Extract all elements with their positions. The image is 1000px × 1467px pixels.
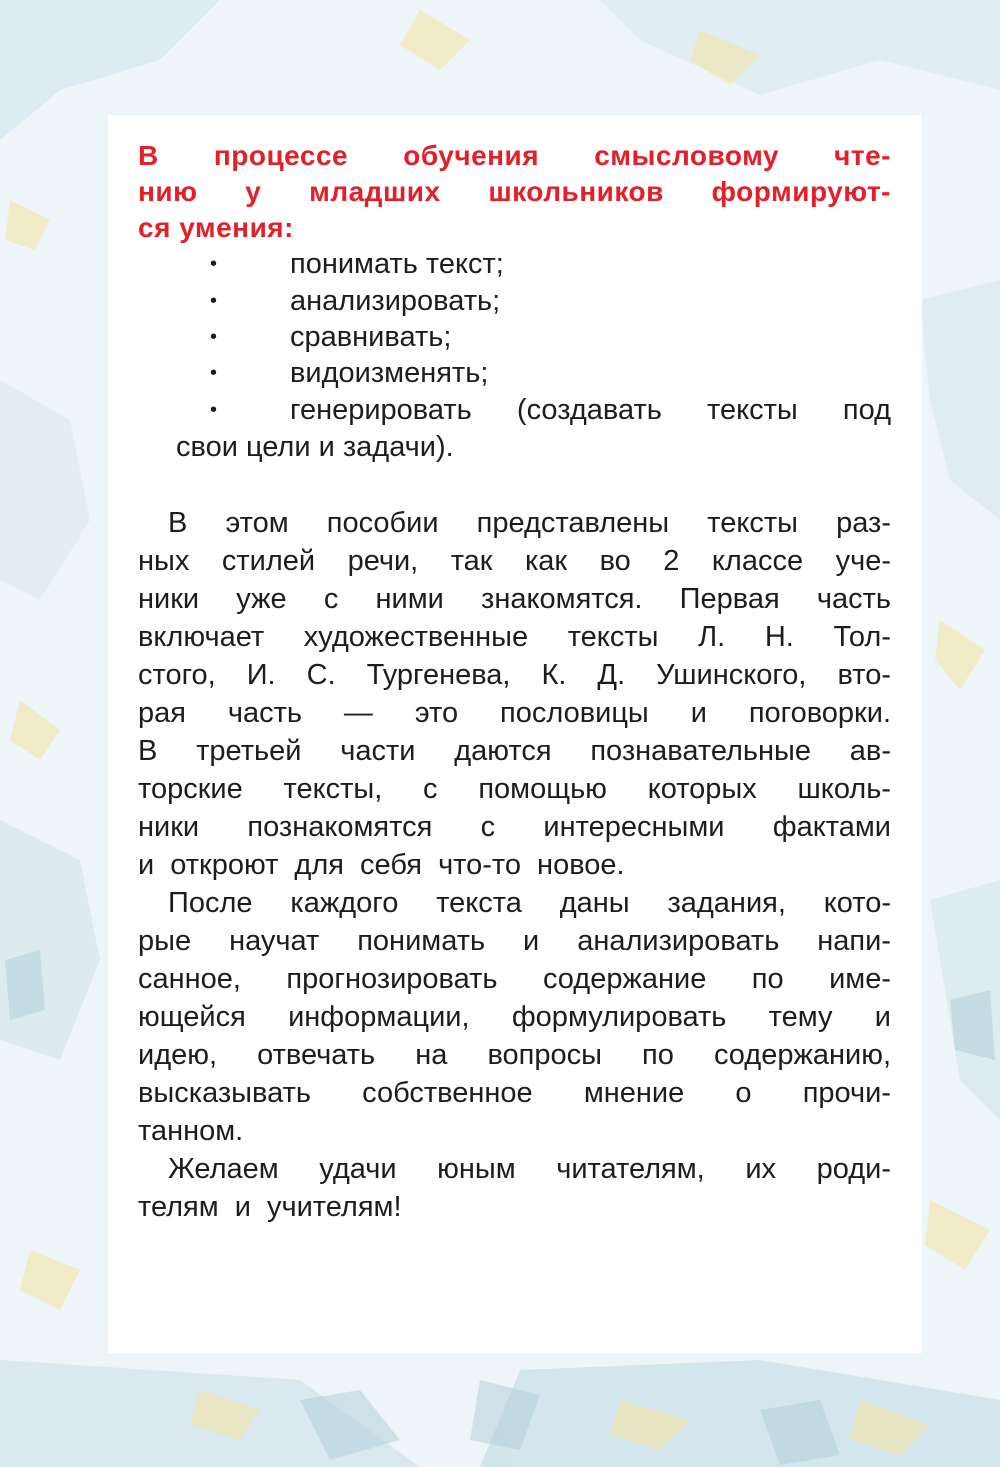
paragraph-1-line: рая часть — это пословицы и поговорки. (138, 697, 891, 729)
paragraph-1-line: и откроют для себя что-то новое. (138, 849, 625, 881)
bullet-marker: • (210, 362, 218, 384)
paragraph-2-line: идею, отвечать на вопросы по содержанию, (138, 1039, 891, 1071)
paragraph-1-line: стого, И. С. Тургенева, К. Д. Ушинского, вто- (138, 659, 891, 691)
paragraph-2-line: танном. (138, 1115, 244, 1147)
paragraph-2-line: После каждого текста даны задания, кото- (168, 887, 891, 919)
heading-line-1: В процессе обучения смысловому чте- (138, 140, 891, 171)
paragraph-1-line: ники познакомятся с интересными фактами (138, 811, 891, 843)
paragraph-1-line: торские тексты, с помощью которых школь- (138, 773, 891, 805)
bullet-marker: • (210, 326, 218, 348)
bullet-marker: • (210, 290, 218, 312)
bullet-marker: • (210, 253, 218, 275)
paragraph-1-line: ных стилей речи, так как во 2 классе уче- (138, 545, 891, 577)
paragraph-2-line: высказывать собственное мнение о прочи- (138, 1077, 891, 1109)
skill-item-continuation: свои цели и задачи). (176, 431, 454, 463)
paragraph-1-line: В третьей части даются познавательные ав- (138, 735, 891, 767)
paragraph-3-line: телям и учителям! (138, 1191, 402, 1223)
paragraph-2-line: ющейся информации, формулировать тему и (138, 1001, 891, 1033)
paragraph-1-line: ники уже с ними знакомятся. Первая часть (138, 583, 891, 615)
paragraph-2-line: санное, прогнозировать содержание по име- (138, 963, 891, 995)
paragraph-1-line: включает художественные тексты Л. Н. Тол- (138, 621, 891, 653)
heading-line-3: ся умения: (138, 212, 294, 243)
paragraph-2-line: рые научат понимать и анализировать напи- (138, 925, 891, 957)
paragraph-3-line: Желаем удачи юным читателям, их роди- (168, 1153, 891, 1185)
skill-item: сравнивать; (290, 321, 452, 353)
skill-item: понимать текст; (290, 248, 504, 280)
text-card (108, 115, 922, 1353)
skill-item: анализировать; (290, 285, 501, 317)
skill-item: генерировать (создавать тексты под (290, 394, 891, 426)
paragraph-1-line: В этом пособии представлены тексты раз- (168, 507, 891, 539)
skill-item: видоизменять; (290, 357, 489, 389)
bullet-marker: • (210, 399, 218, 421)
heading-line-2: нию у младших школьников формируют- (138, 176, 891, 207)
